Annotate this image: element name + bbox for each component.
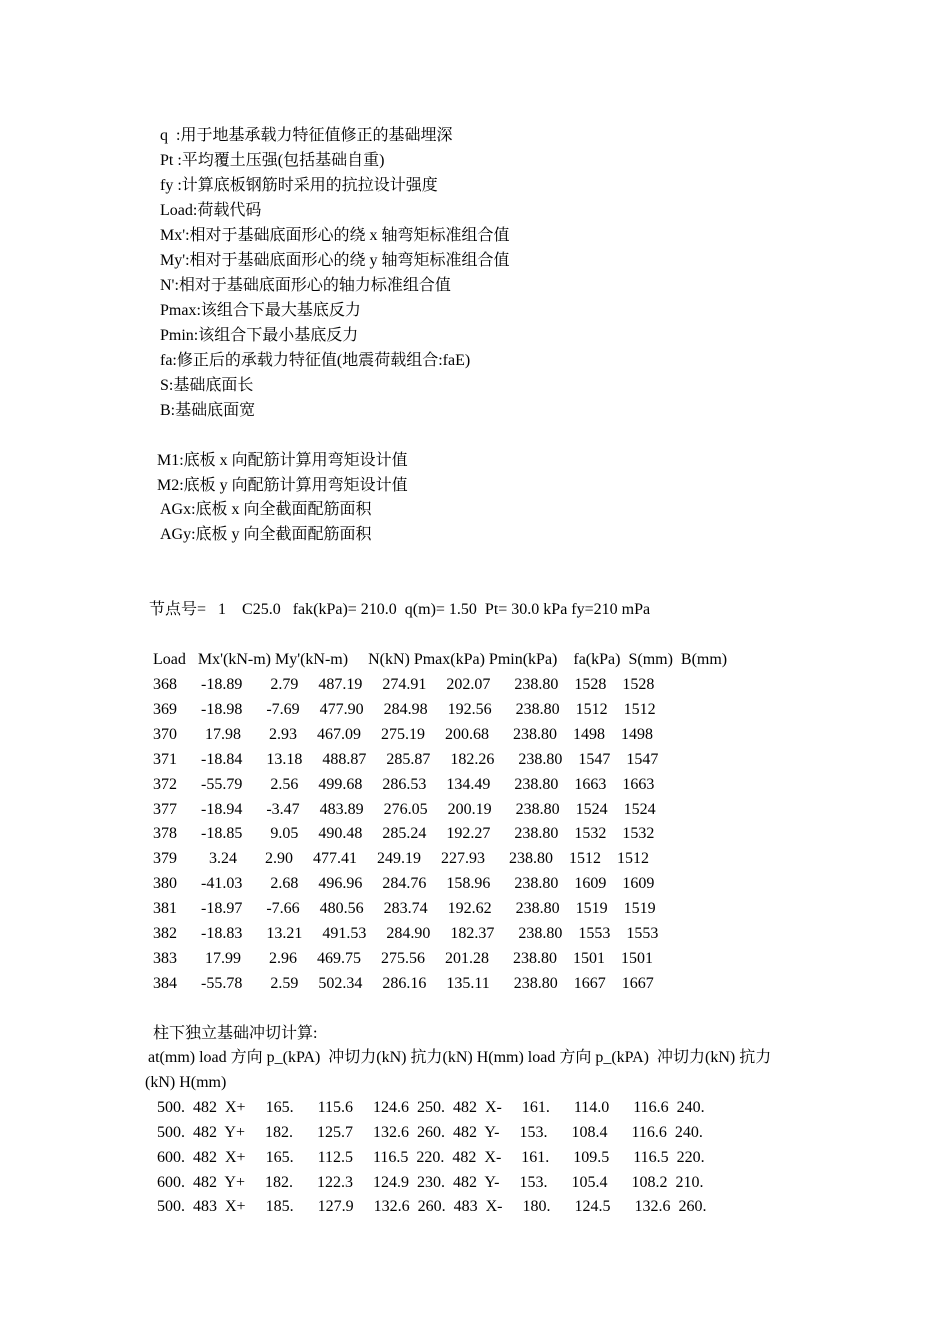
load-table-row: 384 -55.78 2.59 502.34 286.16 135.11 238.80 1667 1667 <box>153 975 654 992</box>
punching-header: at(mm) load 方向 p_(kPA) 冲切力(kN) 抗力(kN) H(mm) load 方向 p_(kPA) 冲切力(kN) 抗力 <box>148 1049 772 1066</box>
load-table-row: 381 -18.97 -7.66 480.56 283.74 192.62 238.80 1519 1519 <box>153 900 656 917</box>
load-table-row: 380 -41.03 2.68 496.96 284.76 158.96 238.80 1609 1609 <box>153 875 655 892</box>
definition-q: q :用于地基承载力特征值修正的基础埋深 <box>160 127 453 144</box>
load-table-row: 377 -18.94 -3.47 483.89 276.05 200.19 238.80 1524 1524 <box>153 801 656 818</box>
punching-row: 500. 483 X+ 185. 127.9 132.6 260. 483 X- 180. 124.5 132.6 260. <box>157 1198 707 1215</box>
definition-m1: M1:底板 x 向配筋计算用弯矩设计值 <box>157 452 408 469</box>
load-table-row: 378 -18.85 9.05 490.48 285.24 192.27 238.80 1532 1532 <box>153 825 655 842</box>
definition-m2: M2:底板 y 向配筋计算用弯矩设计值 <box>157 477 408 494</box>
punching-row: 500. 482 Y+ 182. 125.7 132.6 260. 482 Y- 153. 108.4 116.6 240. <box>157 1124 703 1141</box>
load-table-row: 379 3.24 2.90 477.41 249.19 227.93 238.80 1512 1512 <box>153 850 649 867</box>
punching-row: 600. 482 Y+ 182. 122.3 124.9 230. 482 Y- 153. 105.4 108.2 210. <box>157 1174 704 1191</box>
punching-row: 500. 482 X+ 165. 115.6 124.6 250. 482 X- 161. 114.0 116.6 240. <box>157 1099 705 1116</box>
definition-pmin: Pmin:该组合下最小基底反力 <box>160 327 359 344</box>
definition-agx: AGx:底板 x 向全截面配筋面积 <box>160 501 372 518</box>
punching-header-cont: (kN) H(mm) <box>145 1074 227 1091</box>
definition-n: N':相对于基础底面形心的轴力标准组合值 <box>160 277 451 294</box>
definition-s: S:基础底面长 <box>160 377 254 394</box>
definition-fy: fy :计算底板钢筋时采用的抗拉设计强度 <box>160 177 438 194</box>
definition-pmax: Pmax:该组合下最大基底反力 <box>160 302 361 319</box>
node-info: 节点号= 1 C25.0 fak(kPa)= 210.0 q(m)= 1.50 Pt= 30.0 kPa fy=210 mPa <box>149 601 651 618</box>
load-table-row: 371 -18.84 13.18 488.87 285.87 182.26 238.80 1547 1547 <box>153 751 659 768</box>
definition-my: My':相对于基础底面形心的绕 y 轴弯矩标准组合值 <box>160 252 510 269</box>
punching-title: 柱下独立基础冲切计算: <box>153 1025 318 1042</box>
load-table-row: 382 -18.83 13.21 491.53 284.90 182.37 238.80 1553 1553 <box>153 925 659 942</box>
definition-b: B:基础底面宽 <box>160 402 256 419</box>
definition-pt: Pt :平均覆土压强(包括基础自重) <box>160 152 385 169</box>
load-table-row: 370 17.98 2.93 467.09 275.19 200.68 238.80 1498 1498 <box>153 726 653 743</box>
load-table-row: 369 -18.98 -7.69 477.90 284.98 192.56 238.80 1512 1512 <box>153 701 656 718</box>
definition-agy: AGy:底板 y 向全截面配筋面积 <box>160 526 372 543</box>
load-table-row: 368 -18.89 2.79 487.19 274.91 202.07 238.80 1528 1528 <box>153 676 655 693</box>
load-table-header: Load Mx'(kN-m) My'(kN-m) N(kN) Pmax(kPa) Pmin(kPa) fa(kPa) S(mm) B(mm) <box>153 651 728 668</box>
definition-load: Load:荷载代码 <box>160 202 262 219</box>
punching-row: 600. 482 X+ 165. 112.5 116.5 220. 482 X- 161. 109.5 116.5 220. <box>157 1149 705 1166</box>
definition-mx: Mx':相对于基础底面形心的绕 x 轴弯矩标准组合值 <box>160 227 510 244</box>
definition-fa: fa:修正后的承载力特征值(地震荷载组合:faE) <box>160 352 471 369</box>
load-table-row: 383 17.99 2.96 469.75 275.56 201.28 238.80 1501 1501 <box>153 950 653 967</box>
load-table-row: 372 -55.79 2.56 499.68 286.53 134.49 238.80 1663 1663 <box>153 776 655 793</box>
